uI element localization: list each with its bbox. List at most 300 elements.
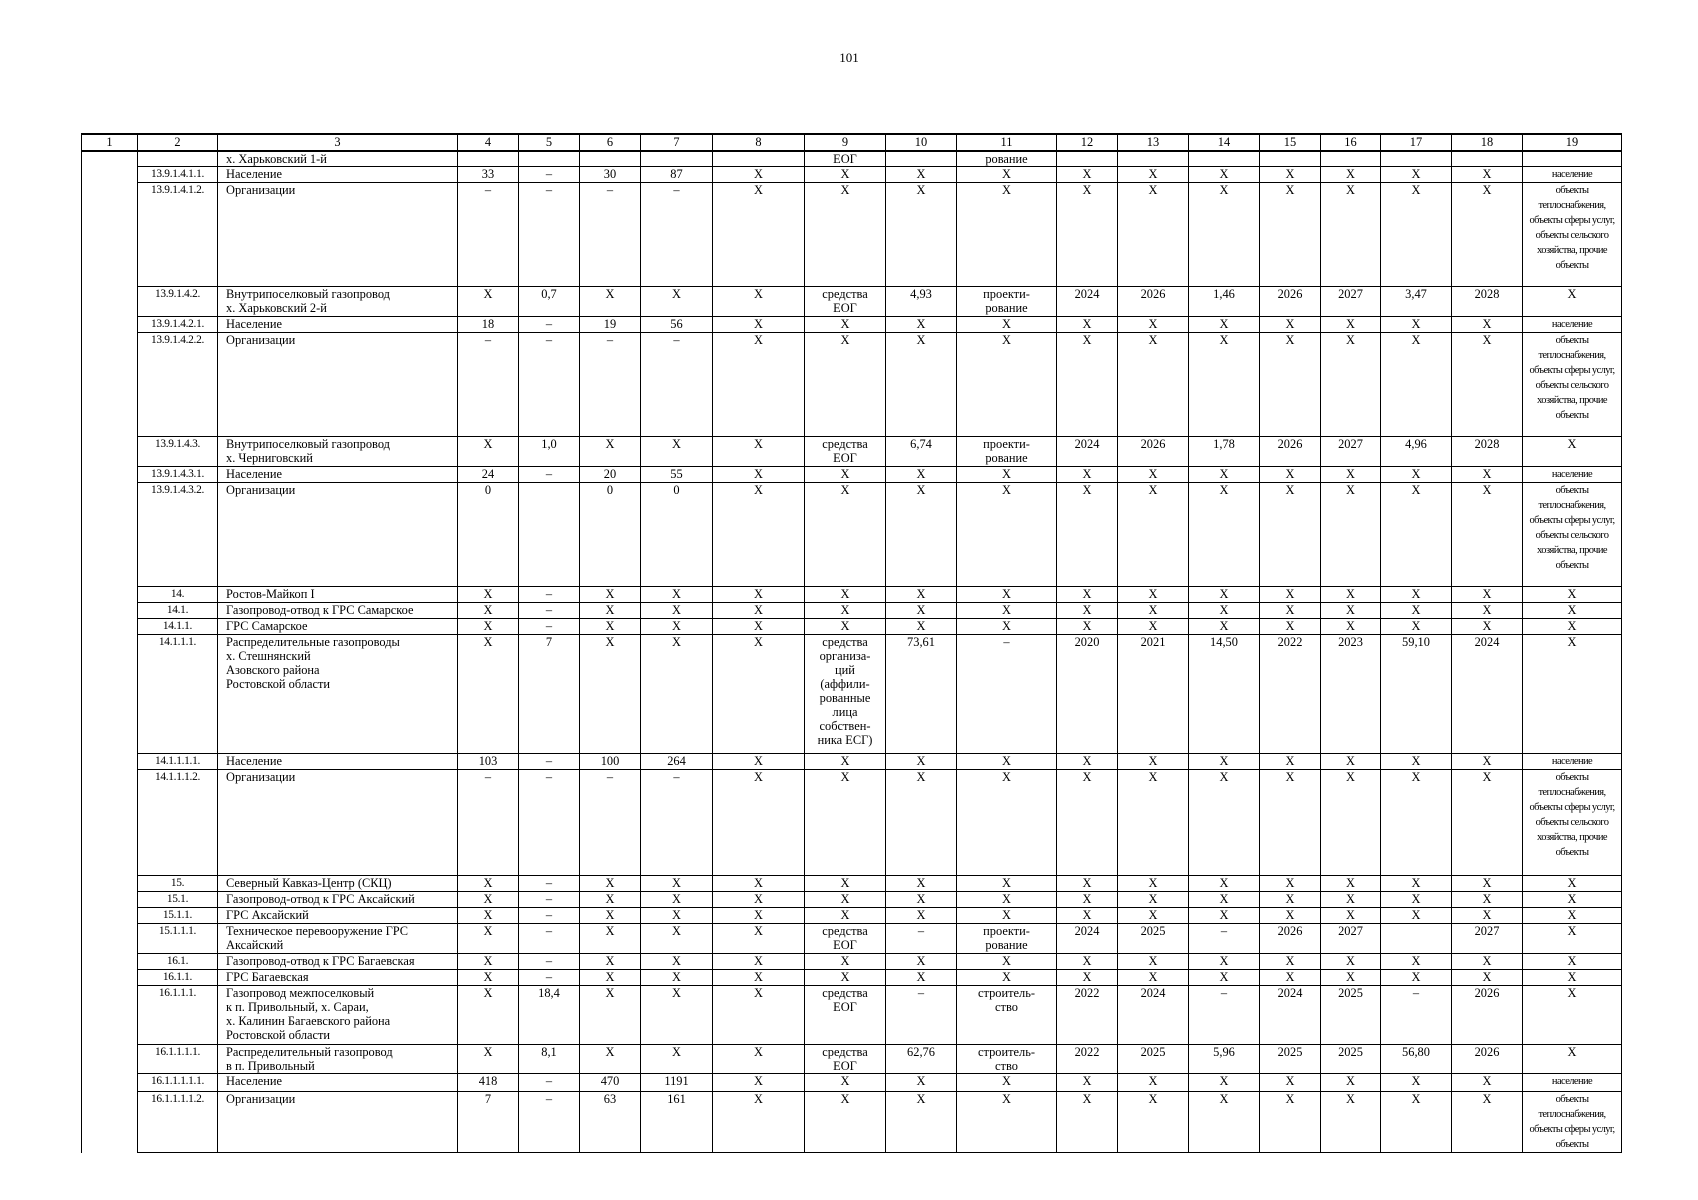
table-cell: X: [957, 183, 1057, 287]
table-cell: X: [1321, 467, 1381, 483]
table-cell: X: [1452, 908, 1523, 924]
table-cell: 13.9.1.4.1.2.: [138, 183, 218, 287]
table-cell: X: [1260, 483, 1321, 587]
table-cell: X: [641, 437, 713, 467]
table-cell: X: [641, 287, 713, 317]
table-cell: Внутрипоселковый газопровод х. Черниговский: [218, 437, 458, 467]
table-cell: X: [1260, 754, 1321, 770]
table-cell: 2028: [1452, 437, 1523, 467]
table-cell: [82, 1092, 138, 1153]
table-cell: X: [713, 770, 805, 876]
table-cell: X: [641, 603, 713, 619]
table-cell: 19: [580, 317, 641, 333]
table-cell: X: [1381, 317, 1452, 333]
table-cell: –: [1189, 986, 1260, 1045]
table-cell: X: [713, 333, 805, 437]
table-cell: X: [713, 167, 805, 183]
table-cell: 16.1.1.1.1.: [138, 1045, 218, 1074]
table-cell: X: [1452, 483, 1523, 587]
table-cell: [713, 151, 805, 167]
table-cell: X: [1189, 619, 1260, 635]
table-cell: X: [1381, 1092, 1452, 1153]
table-cell: X: [805, 770, 886, 876]
table-cell: X: [1381, 970, 1452, 986]
table-cell: X: [1118, 1092, 1189, 1153]
table-cell: X: [1452, 954, 1523, 970]
table-cell: X: [1452, 333, 1523, 437]
table-cell: X: [1321, 770, 1381, 876]
table-cell: 20: [580, 467, 641, 483]
table-cell: объекты теплоснабжения, объекты сферы услуг, объекты: [1523, 1092, 1622, 1153]
table-cell: X: [1321, 167, 1381, 183]
table-row: [82, 970, 1622, 986]
table-cell: 14.1.1.: [138, 619, 218, 635]
column-number: 3: [218, 134, 458, 151]
table-cell: X: [886, 1074, 957, 1092]
column-number: 7: [641, 134, 713, 151]
table-cell: [1381, 151, 1452, 167]
table-cell: X: [1260, 167, 1321, 183]
table-cell: 62,76: [886, 1045, 957, 1074]
column-number: 17: [1381, 134, 1452, 151]
page-number: 101: [839, 50, 859, 65]
table-cell: 2027: [1321, 437, 1381, 467]
table-cell: Техническое перевооружение ГРС Аксайский: [218, 924, 458, 954]
table-cell: X: [1381, 183, 1452, 287]
table-cell: X: [713, 437, 805, 467]
table-cell: 16.1.1.: [138, 970, 218, 986]
table-cell: –: [1381, 986, 1452, 1045]
table-cell: X: [886, 892, 957, 908]
table-cell: X: [1381, 167, 1452, 183]
table-cell: X: [1381, 483, 1452, 587]
table-cell: X: [1260, 1074, 1321, 1092]
table-cell: X: [1057, 167, 1118, 183]
table-cell: X: [805, 603, 886, 619]
table-cell: 2025: [1260, 1045, 1321, 1074]
table-cell: –: [886, 924, 957, 954]
table-cell: [82, 954, 138, 970]
table-cell: X: [1189, 483, 1260, 587]
table-cell: X: [1057, 1092, 1118, 1153]
table-cell: 15.1.1.: [138, 908, 218, 924]
table-cell: 2022: [1057, 1045, 1118, 1074]
table-cell: X: [1189, 754, 1260, 770]
table-cell: Внутрипоселковый газопровод х. Харьковский 2-й: [218, 287, 458, 317]
table-cell: 7: [519, 635, 580, 754]
table-cell: X: [805, 183, 886, 287]
table-cell: [82, 151, 138, 167]
table-cell: 3,47: [1381, 287, 1452, 317]
table-cell: X: [1452, 619, 1523, 635]
table-cell: X: [1057, 183, 1118, 287]
table-cell: X: [713, 892, 805, 908]
table-cell: [82, 333, 138, 437]
table-cell: X: [1189, 876, 1260, 892]
table-cell: 161: [641, 1092, 713, 1153]
table-cell: X: [1523, 587, 1622, 603]
table-cell: 2025: [1118, 924, 1189, 954]
table-cell: –: [519, 876, 580, 892]
table-cell: объекты теплоснабжения, объекты сферы услуг, объекты сельского хозяйства, прочие объекты: [1523, 183, 1622, 287]
table-cell: население: [1523, 167, 1622, 183]
table-cell: X: [1189, 970, 1260, 986]
table-cell: [82, 437, 138, 467]
table-cell: X: [1118, 183, 1189, 287]
table-cell: Распределительный газопровод в п. Привольный: [218, 1045, 458, 1074]
table-cell: –: [519, 1092, 580, 1153]
table-cell: –: [957, 635, 1057, 754]
table-row: [82, 167, 1622, 183]
table-cell: X: [1321, 1074, 1381, 1092]
table-cell: 6,74: [886, 437, 957, 467]
table-cell: –: [641, 333, 713, 437]
table-row: [82, 333, 1622, 437]
table-cell: X: [1057, 603, 1118, 619]
table-cell: 2022: [1260, 635, 1321, 754]
table-cell: X: [641, 970, 713, 986]
table-cell: X: [957, 317, 1057, 333]
table-row: [82, 317, 1622, 333]
table-cell: X: [713, 1045, 805, 1074]
table-cell: X: [713, 970, 805, 986]
table-cell: X: [805, 467, 886, 483]
table-cell: X: [1381, 908, 1452, 924]
table-cell: 2026: [1260, 287, 1321, 317]
table-cell: –: [641, 770, 713, 876]
table-cell: X: [1452, 970, 1523, 986]
table-cell: [138, 151, 218, 167]
table-row: [82, 1045, 1622, 1074]
table-cell: X: [458, 908, 519, 924]
table-row: [82, 1092, 1622, 1153]
table-cell: X: [1260, 908, 1321, 924]
table-cell: 2026: [1118, 437, 1189, 467]
table-cell: население: [1523, 754, 1622, 770]
table-cell: [1321, 151, 1381, 167]
table-cell: [82, 970, 138, 986]
table-cell: X: [805, 483, 886, 587]
table-cell: X: [805, 1092, 886, 1153]
table-cell: X: [886, 770, 957, 876]
table-cell: Население: [218, 317, 458, 333]
table-cell: X: [1523, 437, 1622, 467]
table-cell: 33: [458, 167, 519, 183]
table-cell: X: [1118, 770, 1189, 876]
table-cell: X: [957, 892, 1057, 908]
table-cell: 13.9.1.4.2.2.: [138, 333, 218, 437]
table-cell: X: [957, 876, 1057, 892]
table-cell: X: [458, 603, 519, 619]
table-cell: X: [1260, 619, 1321, 635]
table-cell: X: [886, 908, 957, 924]
table-cell: X: [1189, 183, 1260, 287]
table-cell: строитель- ство: [957, 1045, 1057, 1074]
table-cell: X: [713, 317, 805, 333]
table-cell: 2025: [1321, 986, 1381, 1045]
table-cell: X: [713, 183, 805, 287]
table-cell: 264: [641, 754, 713, 770]
table-cell: [82, 167, 138, 183]
table-cell: X: [1118, 603, 1189, 619]
table-cell: X: [886, 167, 957, 183]
table-cell: строитель- ство: [957, 986, 1057, 1045]
table-cell: X: [1381, 587, 1452, 603]
table-cell: X: [713, 287, 805, 317]
table-cell: –: [519, 587, 580, 603]
table-cell: 1,46: [1189, 287, 1260, 317]
table-cell: X: [1118, 1074, 1189, 1092]
table-cell: Организации: [218, 183, 458, 287]
table-cell: 16.1.1.1.1.1.: [138, 1074, 218, 1092]
table-cell: X: [1118, 892, 1189, 908]
table-cell: X: [713, 924, 805, 954]
table-cell: 2025: [1118, 1045, 1189, 1074]
table-cell: Население: [218, 754, 458, 770]
table-cell: X: [713, 908, 805, 924]
table-cell: 5,96: [1189, 1045, 1260, 1074]
table-cell: [82, 1045, 138, 1074]
table-cell: –: [519, 770, 580, 876]
table-cell: X: [1189, 908, 1260, 924]
table-cell: X: [1260, 1092, 1321, 1153]
table-cell: X: [805, 908, 886, 924]
table-cell: 2024: [1260, 986, 1321, 1045]
table-cell: X: [957, 1074, 1057, 1092]
table-row: [82, 437, 1622, 467]
table-cell: –: [1189, 924, 1260, 954]
table-cell: X: [957, 333, 1057, 437]
table-cell: X: [641, 908, 713, 924]
table-cell: средства организа- ций (аффили- рованные лица собствен- ника ЕСГ): [805, 635, 886, 754]
table-cell: X: [805, 970, 886, 986]
table-cell: проекти- рование: [957, 287, 1057, 317]
table-cell: население: [1523, 467, 1622, 483]
table-cell: 2028: [1452, 287, 1523, 317]
table-cell: X: [641, 1045, 713, 1074]
table-cell: –: [519, 1074, 580, 1092]
table-cell: [82, 1074, 138, 1092]
table-cell: –: [641, 183, 713, 287]
table-cell: –: [519, 954, 580, 970]
table-cell: X: [1452, 167, 1523, 183]
table-cell: 16.1.1.1.: [138, 986, 218, 1045]
table-cell: X: [713, 1092, 805, 1153]
table-cell: 24: [458, 467, 519, 483]
table-cell: X: [1260, 183, 1321, 287]
table-cell: 2021: [1118, 635, 1189, 754]
table-cell: 15.1.1.1.: [138, 924, 218, 954]
table-cell: 13.9.1.4.3.2.: [138, 483, 218, 587]
table-cell: средства ЕОГ: [805, 437, 886, 467]
table-cell: 18: [458, 317, 519, 333]
table-cell: X: [580, 1045, 641, 1074]
table-cell: X: [1189, 333, 1260, 437]
table-cell: X: [886, 587, 957, 603]
table-cell: X: [1057, 876, 1118, 892]
table-cell: X: [957, 1092, 1057, 1153]
column-number: 19: [1523, 134, 1622, 151]
table-cell: 16.1.1.1.1.2.: [138, 1092, 218, 1153]
table-cell: X: [1321, 970, 1381, 986]
table-cell: X: [886, 876, 957, 892]
table-cell: [82, 619, 138, 635]
table-cell: X: [957, 908, 1057, 924]
table-cell: –: [519, 183, 580, 287]
table-cell: X: [1189, 954, 1260, 970]
table-cell: X: [1057, 970, 1118, 986]
table-row: [82, 619, 1622, 635]
table-cell: [82, 986, 138, 1045]
table-cell: X: [1260, 954, 1321, 970]
table-cell: 2025: [1321, 1045, 1381, 1074]
table-cell: Газопровод межпоселковый к п. Привольный, х. Сараи, х. Калинин Багаевского района Ростовской области: [218, 986, 458, 1045]
table-cell: население: [1523, 1074, 1622, 1092]
table-cell: рование: [957, 151, 1057, 167]
table-cell: ЕОГ: [805, 151, 886, 167]
table-cell: X: [713, 587, 805, 603]
table-cell: –: [519, 603, 580, 619]
table-cell: X: [1057, 619, 1118, 635]
table-cell: X: [1057, 467, 1118, 483]
table-cell: X: [1118, 970, 1189, 986]
table-cell: [1189, 151, 1260, 167]
table-cell: X: [957, 770, 1057, 876]
table-cell: 59,10: [1381, 635, 1452, 754]
table-cell: 2027: [1452, 924, 1523, 954]
table-cell: X: [886, 603, 957, 619]
table-cell: [82, 635, 138, 754]
table-cell: X: [1381, 467, 1452, 483]
table-cell: X: [1321, 317, 1381, 333]
table-cell: X: [1057, 908, 1118, 924]
table-cell: проекти- рование: [957, 437, 1057, 467]
table-row: [82, 635, 1622, 754]
table-cell: X: [1321, 908, 1381, 924]
table-cell: X: [713, 954, 805, 970]
table-cell: X: [1189, 1074, 1260, 1092]
table-row: [82, 924, 1622, 954]
table-cell: X: [1118, 619, 1189, 635]
table-cell: 13.9.1.4.2.: [138, 287, 218, 317]
table-cell: средства ЕОГ: [805, 924, 886, 954]
table-cell: 14.1.: [138, 603, 218, 619]
table-cell: 2027: [1321, 287, 1381, 317]
table-cell: X: [641, 924, 713, 954]
table-cell: 2024: [1452, 635, 1523, 754]
table-cell: 56,80: [1381, 1045, 1452, 1074]
table-cell: X: [957, 587, 1057, 603]
table-cell: X: [1321, 619, 1381, 635]
table-cell: ГРС Самарское: [218, 619, 458, 635]
table-cell: X: [1260, 770, 1321, 876]
table-cell: 418: [458, 1074, 519, 1092]
table-cell: 1,78: [1189, 437, 1260, 467]
table-cell: средства ЕОГ: [805, 986, 886, 1045]
table-cell: X: [1057, 333, 1118, 437]
column-number: 11: [957, 134, 1057, 151]
table-cell: объекты теплоснабжения, объекты сферы услуг, объекты сельского хозяйства, прочие объекты: [1523, 770, 1622, 876]
table-cell: X: [1452, 467, 1523, 483]
table-cell: –: [519, 892, 580, 908]
table-cell: 2024: [1057, 287, 1118, 317]
table-cell: 14.1.1.1.1.: [138, 754, 218, 770]
table-cell: [82, 467, 138, 483]
table-cell: X: [458, 876, 519, 892]
table-cell: X: [1118, 317, 1189, 333]
column-number: 4: [458, 134, 519, 151]
table-cell: 1191: [641, 1074, 713, 1092]
table-cell: X: [886, 333, 957, 437]
table-cell: 18,4: [519, 986, 580, 1045]
table-cell: Ростов-Майкоп I: [218, 587, 458, 603]
table-cell: X: [805, 619, 886, 635]
table-cell: X: [805, 754, 886, 770]
column-number: 9: [805, 134, 886, 151]
table-cell: 63: [580, 1092, 641, 1153]
table-cell: Газопровод-отвод к ГРС Багаевская: [218, 954, 458, 970]
table-row: [82, 1074, 1622, 1092]
table-cell: X: [713, 754, 805, 770]
table-cell: X: [580, 587, 641, 603]
table-cell: –: [519, 317, 580, 333]
table-cell: X: [458, 986, 519, 1045]
table-cell: X: [1057, 1074, 1118, 1092]
table-cell: 0,7: [519, 287, 580, 317]
table-cell: X: [1452, 317, 1523, 333]
table-cell: X: [1321, 954, 1381, 970]
table-cell: –: [519, 754, 580, 770]
table-cell: X: [1118, 754, 1189, 770]
table-cell: X: [805, 587, 886, 603]
table-cell: X: [1523, 892, 1622, 908]
table-cell: X: [957, 754, 1057, 770]
table-cell: X: [1189, 892, 1260, 908]
table-cell: X: [1260, 333, 1321, 437]
table-cell: Население: [218, 467, 458, 483]
table-cell: X: [1260, 970, 1321, 986]
table-cell: X: [886, 317, 957, 333]
table-cell: 2023: [1321, 635, 1381, 754]
table-cell: –: [519, 619, 580, 635]
table-cell: X: [1321, 892, 1381, 908]
table-cell: X: [641, 587, 713, 603]
table-cell: X: [1452, 770, 1523, 876]
table-cell: X: [580, 892, 641, 908]
table-cell: X: [1381, 603, 1452, 619]
table-cell: X: [1523, 924, 1622, 954]
table-cell: Распределительные газопроводы х. Стешнянский Азовского района Ростовской области: [218, 635, 458, 754]
table-cell: 14,50: [1189, 635, 1260, 754]
table-cell: –: [519, 333, 580, 437]
table-cell: X: [1260, 467, 1321, 483]
table-cell: X: [713, 483, 805, 587]
table-cell: 16.1.: [138, 954, 218, 970]
table-cell: X: [1523, 635, 1622, 754]
table-cell: Северный Кавказ-Центр (СКЦ): [218, 876, 458, 892]
table-cell: X: [1057, 587, 1118, 603]
table-cell: 14.1.1.1.: [138, 635, 218, 754]
table-cell: 0: [580, 483, 641, 587]
table-cell: –: [580, 183, 641, 287]
table-cell: X: [1381, 954, 1452, 970]
table-row: [82, 954, 1622, 970]
table-cell: [82, 908, 138, 924]
table-row: [82, 483, 1622, 587]
table-cell: X: [1523, 619, 1622, 635]
table-cell: проекти- рование: [957, 924, 1057, 954]
table-cell: X: [805, 876, 886, 892]
